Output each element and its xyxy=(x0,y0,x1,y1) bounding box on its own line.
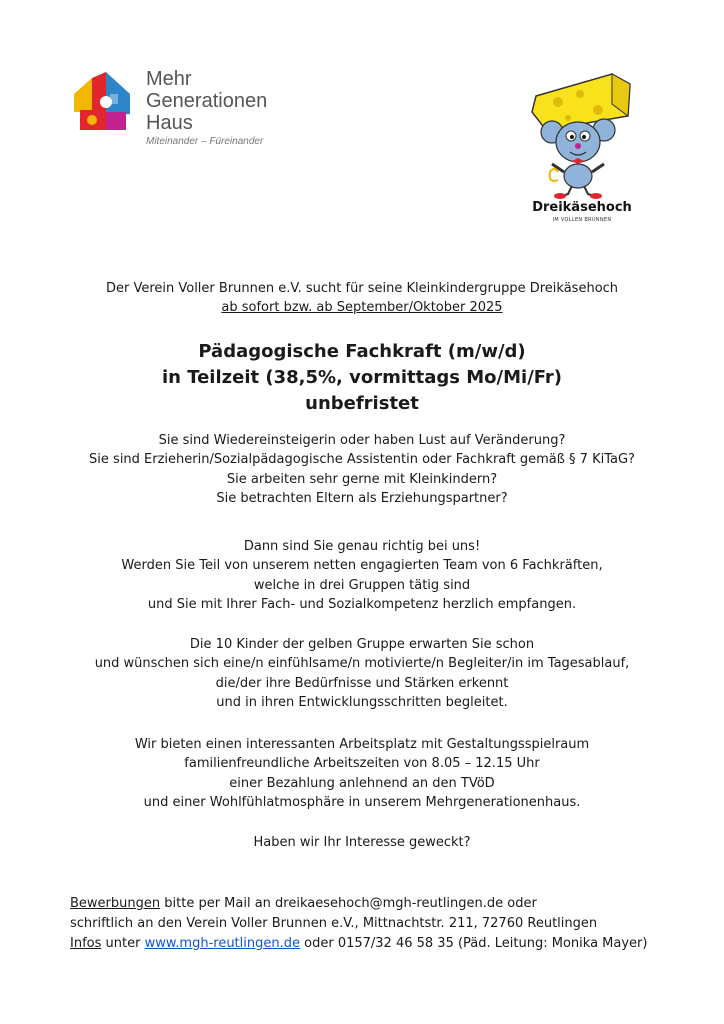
info-line xyxy=(70,934,670,954)
mgh-logo-line3: Haus xyxy=(146,112,193,134)
job-title xyxy=(0,339,724,417)
info-contact: oder 0157/32 46 58 35 (Päd. Leitung: Monika Mayer) xyxy=(300,936,648,951)
mgh-logo xyxy=(72,68,272,147)
mgh-logo-line2: Generationen xyxy=(146,90,268,112)
house-puzzle-icon xyxy=(72,72,136,134)
offer-paragraph xyxy=(0,735,724,813)
intro-line: Der Verein Voller Brunnen e.V. sucht für seine Kleinkindergruppe Dreikäsehoch xyxy=(105,281,619,296)
paragraph-line: familienfreundliche Arbeitszeiten von 8.05 – 12.15 Uhr xyxy=(184,756,540,772)
dreikaesehoch-logo-subtitle: IM VOLLEN BRUNNEN xyxy=(552,217,612,223)
interest-question xyxy=(0,833,724,852)
paragraph-line: und einer Wohlfühlatmosphäre in unserem Mehrgenerationenhaus. xyxy=(143,795,581,811)
paragraph-line: Sie sind Wiedereinsteigerin oder haben Lust auf Veränderung? xyxy=(158,433,566,448)
paragraph-line: Sie arbeiten sehr gerne mit Kleinkindern? xyxy=(226,471,498,487)
website-link[interactable]: www.mgh-reutlingen.de xyxy=(144,936,300,951)
paragraph-line: die/der ihre Bedürfnisse und Stärken erkennt xyxy=(215,675,509,691)
info-pre: unter xyxy=(101,936,145,951)
paragraph-line: Die 10 Kinder der gelben Gruppe erwarten Sie schon xyxy=(189,637,535,652)
mgh-logo-tagline: Miteinander – Füreinander xyxy=(146,136,264,147)
contact-footer xyxy=(70,894,670,954)
postal-address: schriftlich an den Verein Voller Brunnen e.V., Mittnachtstr. 211, 72760 Reutlingen xyxy=(70,916,598,931)
paragraph-line: Haben wir Ihr Interesse geweckt? xyxy=(253,835,471,850)
paragraph-line: welche in drei Gruppen tätig sind xyxy=(253,577,471,593)
job-title-line3: unbefristet xyxy=(305,393,419,414)
mouse-cheese-icon xyxy=(528,72,636,200)
paragraph-line: Dann sind Sie genau richtig bei uns! xyxy=(243,539,481,554)
start-date: ab sofort bzw. ab September/Oktober 2025 xyxy=(221,300,503,316)
children-paragraph xyxy=(0,635,724,713)
paragraph-line: Wir bieten einen interessanten Arbeitsplatz mit Gestaltungsspielraum xyxy=(134,737,590,752)
questions-paragraph xyxy=(0,431,724,509)
job-title-line2: in Teilzeit (38,5%, vormittags Mo/Mi/Fr) xyxy=(161,367,563,388)
paragraph-line: einer Bezahlung anlehnend an den TVöD xyxy=(229,775,495,791)
applications-label: Bewerbungen xyxy=(70,896,161,911)
paragraph-line: und Sie mit Ihrer Fach- und Sozialkompetenz herzlich empfangen. xyxy=(147,597,577,613)
dreikaesehoch-logo xyxy=(528,72,636,232)
application-text: bitte per Mail an dreikaesehoch@mgh-reutlingen.de oder xyxy=(160,896,537,911)
job-title-line1: Pädagogische Fachkraft (m/w/d) xyxy=(198,341,526,362)
paragraph-line: Sie betrachten Eltern als Erziehungspartner? xyxy=(216,491,508,507)
dreikaesehoch-logo-name: Dreikäsehoch xyxy=(532,200,632,215)
application-line xyxy=(70,894,670,914)
intro-block xyxy=(0,279,724,318)
info-label: Infos xyxy=(70,936,102,951)
team-paragraph xyxy=(0,537,724,615)
paragraph-line: und wünschen sich eine/n einfühlsame/n motivierte/n Begleiter/in im Tagesablauf, xyxy=(94,656,630,672)
paragraph-line: und in ihren Entwicklungsschritten begleitet. xyxy=(216,695,508,711)
paragraph-line: Werden Sie Teil von unserem netten engagierten Team von 6 Fachkräften, xyxy=(121,558,603,574)
mgh-logo-line1: Mehr xyxy=(146,68,192,90)
paragraph-line: Sie sind Erzieherin/Sozialpädagogische Assistentin oder Fachkraft gemäß § 7 KiTaG? xyxy=(89,452,635,468)
